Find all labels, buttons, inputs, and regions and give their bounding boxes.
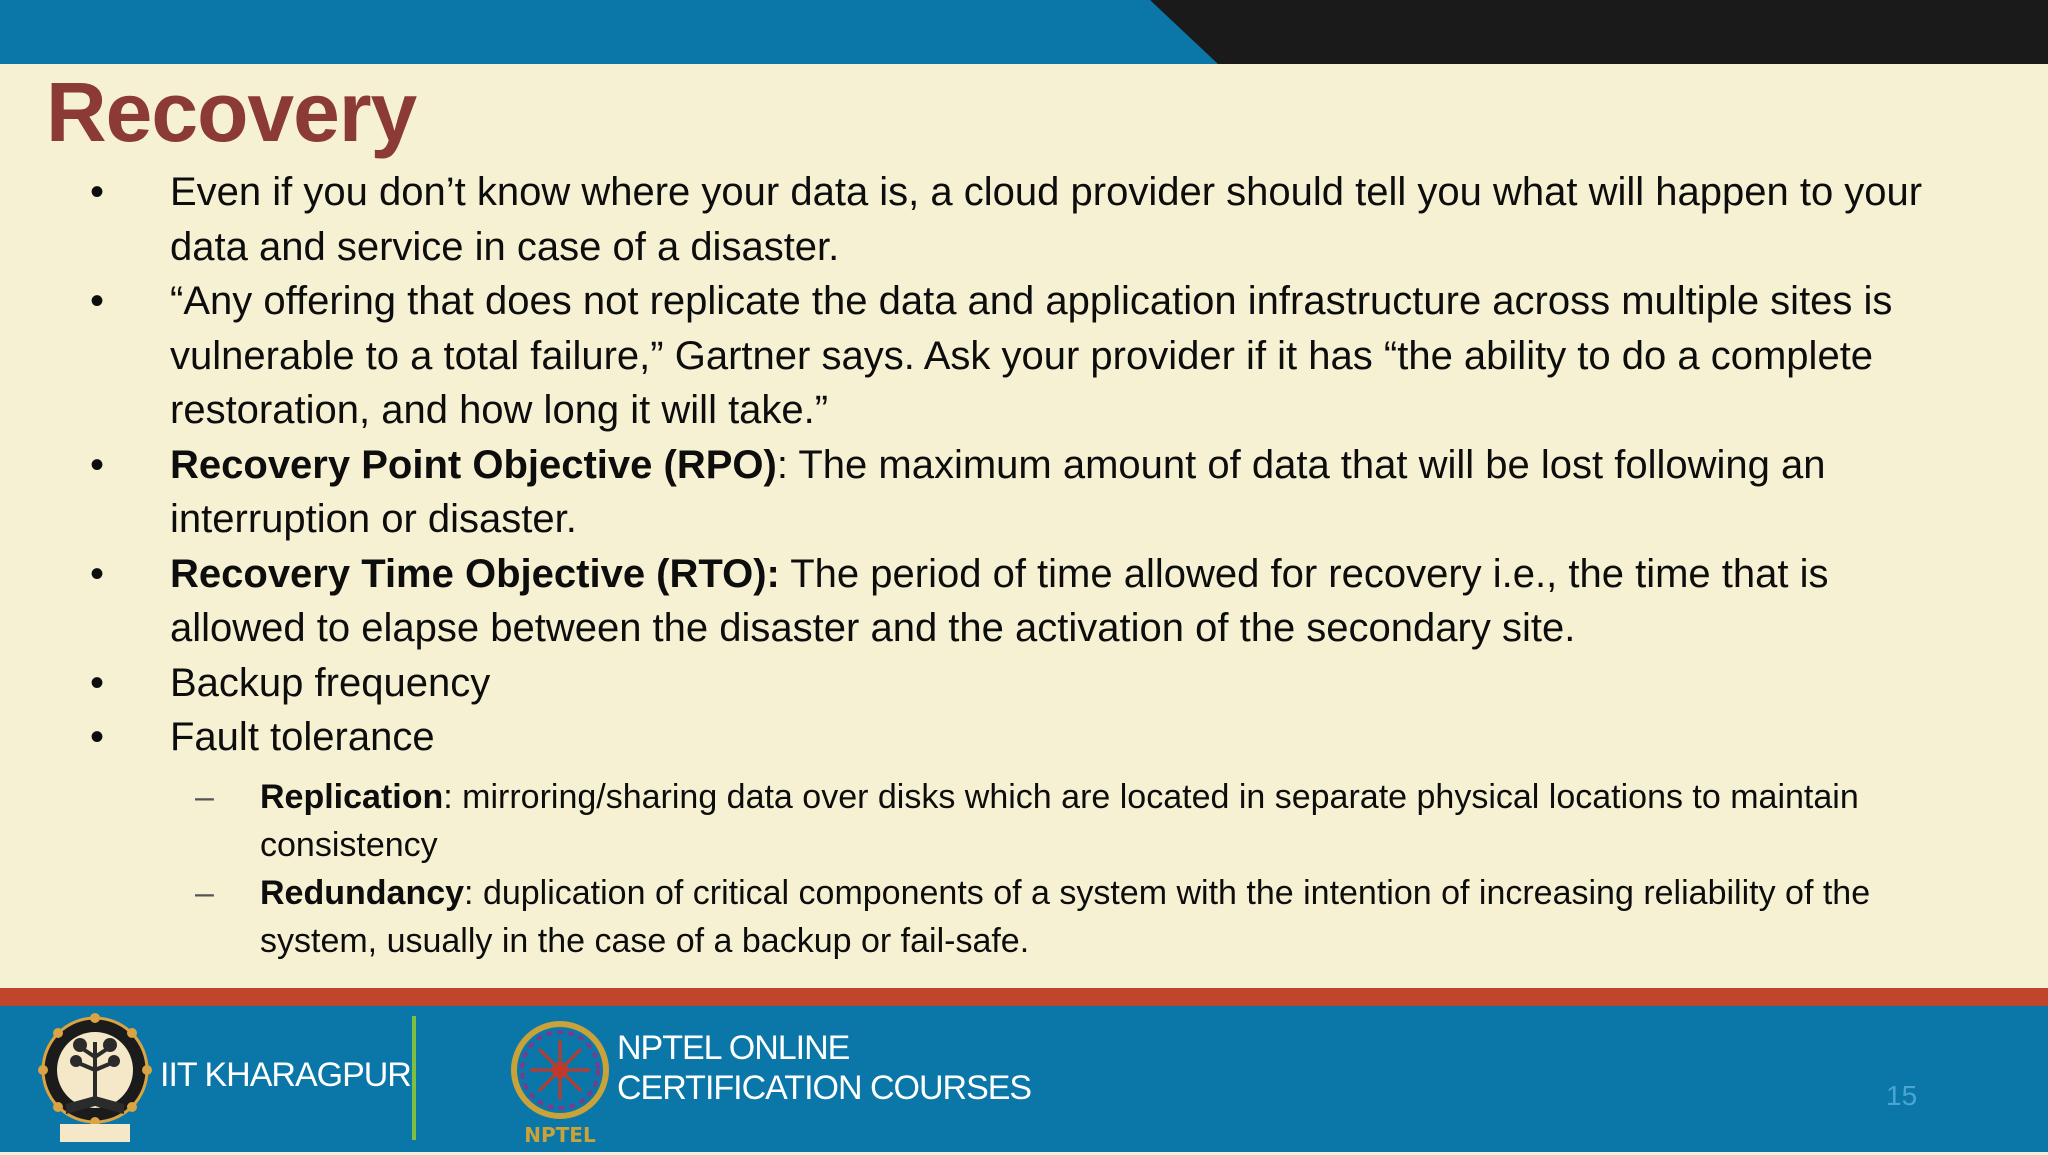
bullet-item xyxy=(0,274,2048,438)
nptel-logo-icon xyxy=(505,1010,615,1150)
bullet-icon: • xyxy=(90,279,105,323)
dash-icon: – xyxy=(195,777,214,816)
bullet-text: Fault tolerance xyxy=(170,715,435,759)
top-banner xyxy=(0,0,2048,64)
bullet-text: : The maximum amount of data that will be lost following an interruption or disaster. xyxy=(170,442,1826,541)
iit-kharagpur-label: IIT KHARAGPUR xyxy=(160,1056,411,1094)
bullet-item xyxy=(0,438,2048,547)
iit-kharagpur-emblem-icon xyxy=(36,1012,154,1146)
bullet-icon: • xyxy=(90,660,105,705)
page-number: 15 xyxy=(1886,1080,1918,1111)
sub-bullet-bold-text: Redundancy xyxy=(260,873,465,912)
dash-icon: – xyxy=(195,873,214,912)
bullet-text: Even if you don’t know where your data is, a cloud provider should tell you what will happen to your data and service in case of a disaster. xyxy=(170,170,1923,269)
bullet-item xyxy=(0,547,2048,656)
nptel-courses-label xyxy=(617,1028,1031,1108)
nptel-line-1: NPTEL ONLINE xyxy=(617,1029,850,1067)
bullet-icon: • xyxy=(90,551,105,596)
bullet-item xyxy=(0,656,2048,711)
nptel-line-2: CERTIFICATION COURSES xyxy=(617,1069,1032,1107)
sub-bullet-bold-text: Replication xyxy=(260,777,444,816)
bullet-item xyxy=(0,165,2048,274)
bullet-icon: • xyxy=(90,715,105,759)
bullet-icon: • xyxy=(90,442,105,487)
sub-bullet-item xyxy=(0,773,2048,869)
nptel-logo-text: NPTEL xyxy=(524,1123,596,1147)
bullet-text: “Any offering that does not replicate the data and application infrastructure across multiple sites is vulnerable to a total failure,” Gartner says. Ask your provider if it has “the ability to do a complete restoration, and how long it will take.” xyxy=(170,279,1893,432)
slide-title: Recovery xyxy=(46,65,417,159)
bullet-text: The period of time allowed for recovery i.e., the time that is allowed to elapse between the disaster and the activation of the secondary site. xyxy=(170,551,1829,650)
bullet-bold-text: Recovery Point Objective (RPO) xyxy=(170,442,777,487)
bullet-icon: • xyxy=(90,170,105,214)
sub-bullet-text: : duplication of critical components of a system with the intention of increasing reliability of the system, usually in the case of a backup or fail-safe. xyxy=(260,873,1871,960)
bullet-item xyxy=(0,710,2048,765)
bullet-bold-text: Recovery Time Objective (RTO): xyxy=(170,551,780,596)
footer-divider xyxy=(412,1016,416,1140)
sub-bullet-text: : mirroring/sharing data over disks which are located in separate physical locations to maintain consistency xyxy=(260,777,1859,864)
footer-accent-stripe xyxy=(0,988,2048,1006)
bullet-text: Backup frequency xyxy=(170,660,491,705)
sub-bullet-item xyxy=(0,869,2048,965)
slide-content xyxy=(0,165,2048,965)
